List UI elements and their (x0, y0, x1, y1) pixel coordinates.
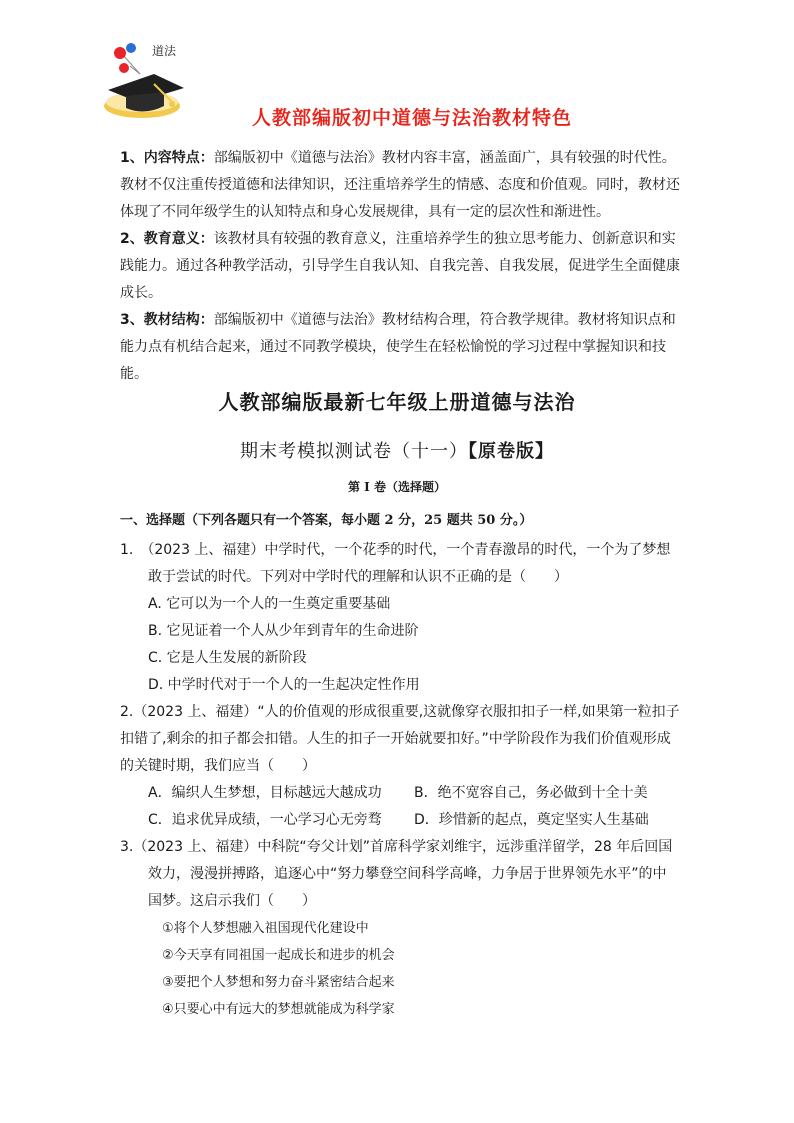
intro-text: 部编版初中《道德与法治》教材内容丰富，涵盖面广，具有较强的时代性。教材不仅注重传授道德和法律知识，还注重培养学生的情感、态度和价值观。同时，教材还体现了不同年级学生的认知特点和身心发展规律，具有一定的层次性和渐进性。 (120, 150, 680, 220)
part-title: 第 I 卷（选择题） (348, 480, 446, 494)
intro-paragraph (120, 307, 680, 388)
logo-text: 道法 (152, 44, 177, 58)
question-stem: 3.（2023 上、福建）中科院“夸父计划”首席科学家刘维宇，远涉重洋留学，28 年后回国效力，漫漫拼搏路，追逐心中“努力攀登空间科学高峰，力争居于世界领先水平”的中国梦。这启示我们（ ） (120, 839, 673, 909)
statement-item: ②今天享有同祖国一起成长和进步的机会 (162, 948, 395, 963)
intro-key: 1、内容特点： (120, 150, 214, 166)
section-title: 一、选择题（下列各题只有一个答案，每小题 2 分，25 题共 50 分。） (120, 513, 533, 528)
question-stem: 1. （2023 上、福建）中学时代，一个花季的时代，一个青春激昂的时代，一个为了梦想敢于尝试的时代。下列对中学时代的理解和认识不正确的是（ ） (120, 542, 671, 585)
exam-subtitle-tag: 【原卷版】 (468, 441, 554, 462)
intro-paragraph (120, 226, 680, 307)
statement-item: ①将个人梦想融入祖国现代化建设中 (162, 921, 369, 936)
exam-subtitle (0, 437, 794, 463)
intro-paragraph (120, 145, 680, 226)
option-d[interactable]: D. 中学时代对于一个人的一生起决定性作用 (148, 677, 420, 693)
option-row (120, 807, 680, 834)
option-b[interactable]: B. 它见证着一个人从少年到青年的生命进阶 (148, 623, 419, 639)
statement-item: ④只要心中有远大的梦想就能成为科学家 (162, 1002, 395, 1017)
option-a[interactable]: A. 它可以为一个人的一生奠定重要基础 (148, 596, 391, 612)
intro-key: 2、教育意义： (120, 231, 214, 247)
intro-key: 3、教材结构： (120, 312, 214, 328)
option-d[interactable]: D．珍惜新的起点，奠定坚实人生基础 (414, 812, 649, 828)
option-c[interactable]: C. 它是人生发展的新阶段 (148, 650, 307, 666)
intro-section (120, 145, 680, 388)
option-c[interactable]: C．追求优异成绩，一心学习心无旁骛 (148, 812, 382, 828)
question-3 (120, 834, 680, 1023)
question-stem: 2.（2023 上、福建）“人的价值观的形成很重要,这就像穿衣服扣扣子一样,如果第一粒扣子扣错了,剩余的扣子都会扣错。人生的扣子一开始就要扣好。”中学阶段作为我们价值观形成的关键时期，我们应当（ ） (120, 704, 680, 774)
intro-text: 该教材具有较强的教育意义，注重培养学生的独立思考能力、创新意识和实践能力。通过各种教学活动，引导学生自我认知、自我完善、自我发展，促进学生全面健康成长。 (120, 231, 680, 301)
banner-title: 人教部编版初中道德与法治教材特色 (251, 107, 572, 129)
question-2 (120, 699, 680, 834)
intro-text: 部编版初中《道德与法治》教材结构合理，符合教学规律。教材将知识点和能力点有机结合起来，通过不同教学模块，使学生在轻松愉悦的学习过程中掌握知识和技能。 (120, 312, 676, 382)
exam-title: 人教部编版最新七年级上册道德与法治 (218, 390, 576, 414)
option-row (120, 780, 680, 807)
question-1 (120, 537, 680, 699)
exam-subtitle-main: 期末考模拟测试卷（十一） (240, 441, 468, 462)
option-b[interactable]: B．绝不宽容自己，务必做到十全十美 (414, 785, 648, 801)
statement-item: ③要把个人梦想和努力奋斗紧密结合起来 (162, 975, 395, 990)
option-a[interactable]: A．编织人生梦想，目标越远大越成功 (148, 785, 382, 801)
